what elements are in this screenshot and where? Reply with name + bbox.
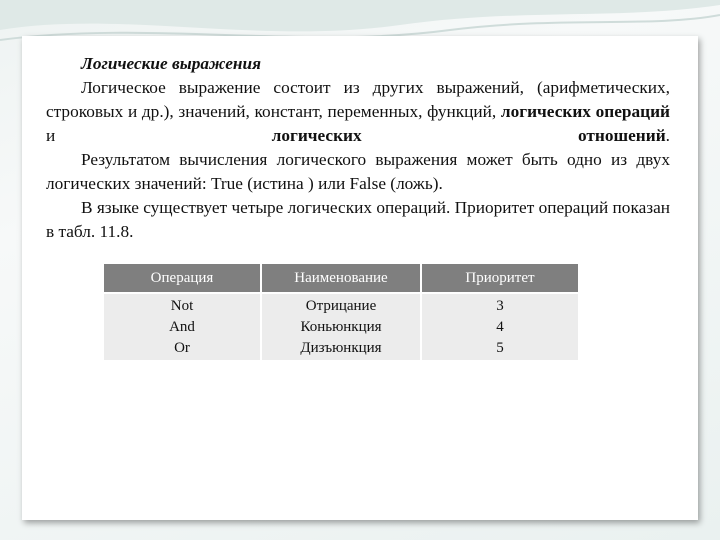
paragraph-operations: В языке существует четыре логических операций. Приоритет операций показан в табл. 11.8. — [46, 198, 670, 241]
priority-not: 3 — [496, 297, 504, 314]
name-disjunction: Дизъюнкция — [300, 339, 382, 356]
name-negation: Отрицание — [305, 297, 377, 314]
table-header-row — [104, 264, 578, 292]
paragraph-result: Результатом вычисления логического выражения может быть одно из двух логических значений: True (истина ) или False (ложь). — [46, 150, 670, 193]
paragraph-definition-end: . — [665, 126, 670, 145]
paragraph-definition — [46, 76, 670, 148]
term-logical-relations: логических отношений — [271, 126, 666, 145]
operation-not: Not — [170, 297, 194, 314]
priority-or: 5 — [496, 339, 504, 356]
name-conjunction: Коньюнкция — [300, 318, 382, 335]
table-row — [104, 294, 578, 360]
slide-content — [22, 36, 698, 520]
term-logical-operations: логических операций — [500, 102, 670, 121]
column-header-priority: Приоритет — [422, 264, 578, 292]
operations-table — [102, 262, 580, 362]
section-heading: Логические выражения — [81, 54, 262, 73]
priorities-cell — [422, 294, 578, 360]
column-header-operation: Операция — [104, 264, 260, 292]
names-cell — [262, 294, 420, 360]
paragraph-definition-start: Логическое выражение состоит из других выражений, (арифметических, строковых и др.), значений, констант, переменных, функций, — [46, 78, 670, 121]
priority-and: 4 — [496, 318, 504, 335]
column-header-name: Наименование — [262, 264, 420, 292]
operation-and: And — [169, 318, 195, 335]
operations-cell — [104, 294, 260, 360]
paragraph-definition-mid: и — [46, 126, 272, 145]
operation-or: Or — [174, 339, 190, 356]
text-block — [46, 52, 670, 244]
